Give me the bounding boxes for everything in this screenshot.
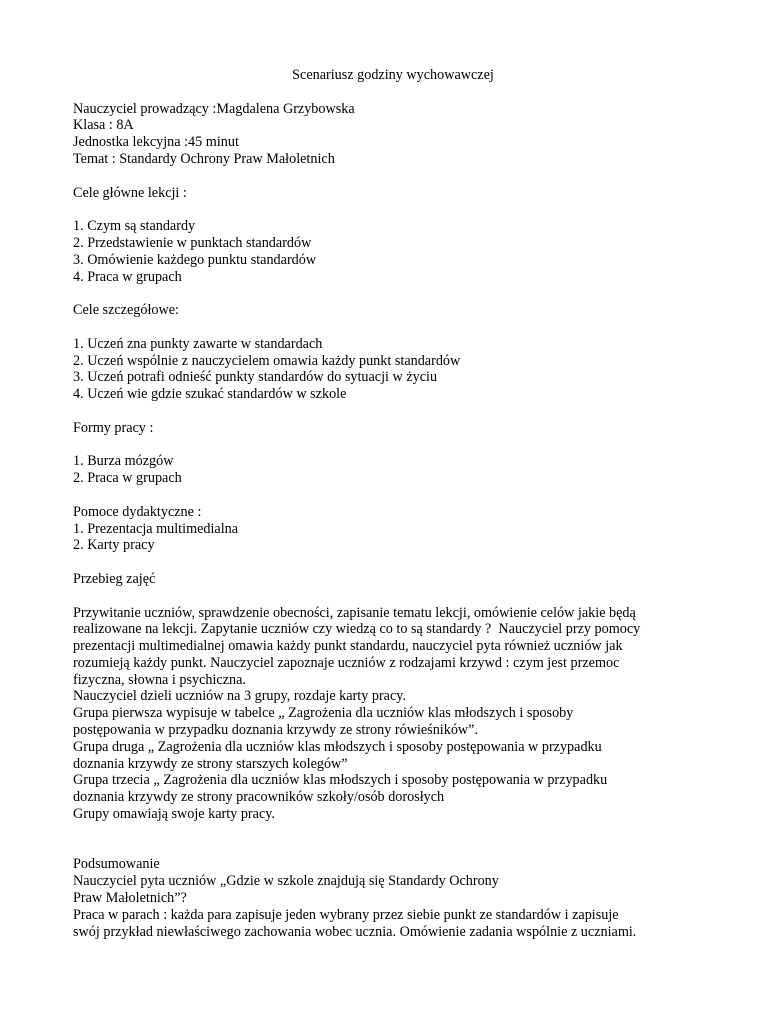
course-line: Grupa trzecia „ Zagrożenia dla uczniów klas młodszych i sposoby postępowania w przypadku	[73, 772, 608, 789]
spacer	[73, 201, 713, 218]
spacer	[73, 554, 713, 571]
course-line: fizyczna, słowna i psychiczna.	[73, 671, 246, 688]
summary-line: Praca w parach : każda para zapisuje jeden wybrany przez siebie punkt ze standardów i zapisuje	[73, 906, 619, 923]
summary-line: Praw Małoletnich”?	[73, 890, 187, 907]
spacer	[73, 168, 713, 185]
main-goals-heading: Cele główne lekcji :	[73, 184, 187, 201]
spacer	[73, 487, 713, 504]
detailed-goal-item: 1. Uczeń zna punkty zawarte w standardach	[73, 335, 323, 352]
course-line: rozumieją każdy punkt. Nauczyciel zapoznaje uczniów z rodzajami krzywd : czym jest przemoc	[73, 654, 620, 671]
course-line: Przywitanie uczniów, sprawdzenie obecności, zapisanie tematu lekcji, omówienie celów jakie będą	[73, 604, 636, 621]
document-content	[73, 67, 713, 940]
detailed-goal-item: 2. Uczeń wspólnie z nauczycielem omawia każdy punkt standardów	[73, 352, 461, 369]
course-line: doznania krzywdy ze strony starszych kolegów”	[73, 755, 348, 772]
spacer	[73, 84, 713, 101]
class-line: Klasa : 8A	[73, 117, 134, 134]
course-heading: Przebieg zajęć	[73, 570, 156, 587]
spacer	[73, 285, 713, 302]
detailed-goal-item: 4. Uczeń wie gdzie szukać standardów w szkole	[73, 386, 347, 403]
summary-heading: Podsumowanie	[73, 856, 160, 873]
course-line: realizowane na lekcji. Zapytanie uczniów czy wiedzą co to są standardy ? Nauczyciel przy pomocy	[73, 621, 641, 638]
course-line: prezentacji multimedialnej omawia każdy punkt standardu, nauczyciel pyta również uczniów jak	[73, 638, 623, 655]
spacer	[73, 588, 713, 605]
detailed-goal-item: 3. Uczeń potrafi odnieść punkty standardów do sytuacji w życiu	[73, 369, 438, 386]
spacer	[73, 437, 713, 454]
work-form-item: 2. Praca w grupach	[73, 470, 182, 487]
course-line: Grupa pierwsza wypisuje w tabelce „ Zagrożenia dla uczniów klas młodszych i sposoby	[73, 705, 574, 722]
aids-heading: Pomoce dydaktyczne :	[73, 503, 202, 520]
main-goal-item: 2. Przedstawienie w punktach standardów	[73, 234, 312, 251]
course-line: Grupy omawiają swoje karty pracy.	[73, 806, 275, 823]
course-line: doznania krzywdy ze strony pracowników szkoły/osób dorosłych	[73, 789, 445, 806]
aid-item: 1. Prezentacja multimedialna	[73, 520, 239, 537]
unit-line: Jednostka lekcyjna :45 minut	[73, 134, 239, 151]
course-line: Grupa druga „ Zagrożenia dla uczniów klas młodszych i sposoby postępowania w przypadku	[73, 738, 602, 755]
document-title: Scenariusz godziny wychowawczej	[292, 67, 494, 83]
main-goal-item: 4. Praca w grupach	[73, 268, 182, 285]
spacer	[73, 319, 713, 336]
work-forms-heading: Formy pracy :	[73, 419, 154, 436]
spacer	[73, 823, 713, 857]
topic-line: Temat : Standardy Ochrony Praw Małoletnich	[73, 150, 335, 167]
course-line: postępowania w przypadku doznania krzywdy ze strony rówieśników”.	[73, 722, 479, 739]
spacer	[73, 403, 713, 420]
work-form-item: 1. Burza mózgów	[73, 453, 174, 470]
course-line: Nauczyciel dzieli uczniów na 3 grupy, rozdaje karty pracy.	[73, 688, 406, 705]
detailed-goals-heading: Cele szczegółowe:	[73, 302, 179, 319]
aid-item: 2. Karty pracy	[73, 537, 155, 554]
summary-line: swój przykład niewłaściwego zachowania wobec ucznia. Omówienie zadania wspólnie z uczniami.	[73, 923, 637, 940]
main-goal-item: 1. Czym są standardy	[73, 218, 196, 235]
teacher-line: Nauczyciel prowadzący :Magdalena Grzybowska	[73, 100, 355, 117]
main-goal-item: 3. Omówienie każdego punktu standardów	[73, 251, 317, 268]
summary-line: Nauczyciel pyta uczniów „Gdzie w szkole znajdują się Standardy Ochrony	[73, 873, 499, 890]
